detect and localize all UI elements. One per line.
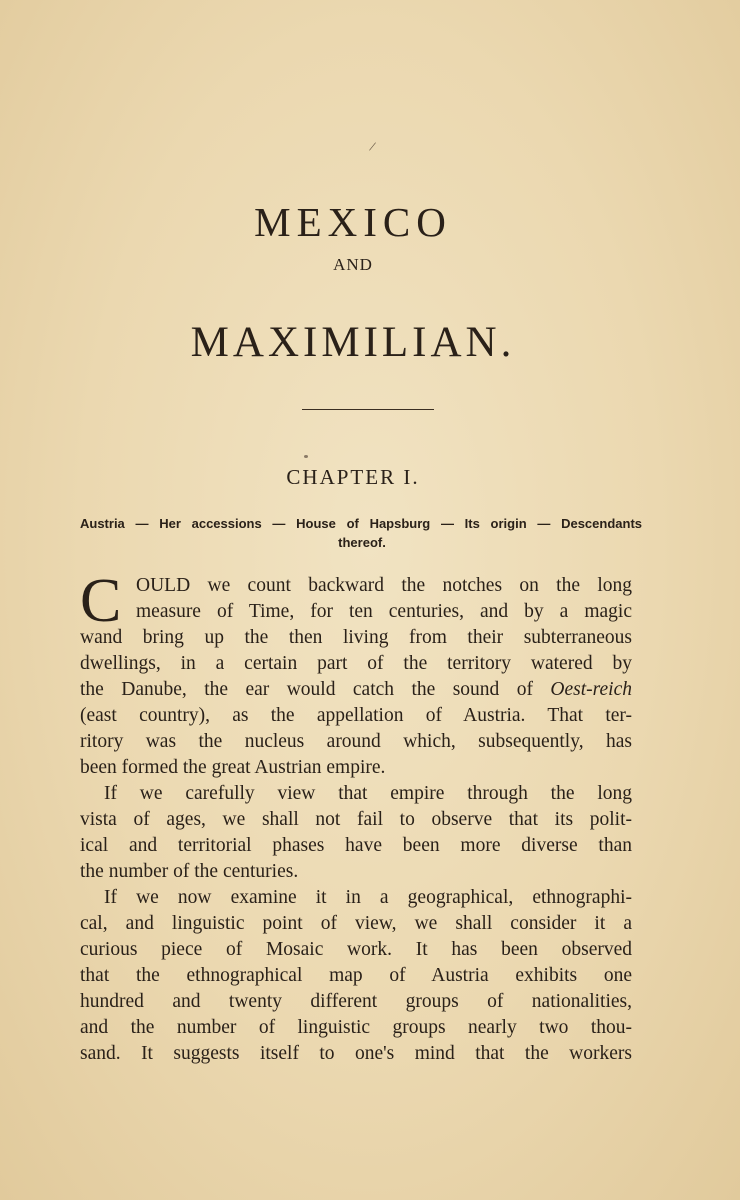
body-line: the number of the centuries. bbox=[80, 861, 299, 882]
body-line: measure of Time, for ten centuries, and by a magic bbox=[136, 601, 632, 622]
body-line-text: the Danube, the ear would catch the sound of bbox=[80, 679, 533, 700]
body-line: curious piece of Mosaic work. It has been observed bbox=[80, 939, 632, 960]
body-line: cal, and linguistic point of view, we shall consider it a bbox=[80, 913, 632, 934]
italic-term: Oest-reich bbox=[550, 679, 632, 700]
body-line: If we now examine it in a geographical, ethnographi- bbox=[104, 887, 632, 908]
drop-cap: C bbox=[80, 567, 122, 635]
body-line: that the ethnographical map of Austria exhibits one bbox=[80, 965, 632, 986]
body-line: been formed the great Austrian empire. bbox=[80, 757, 386, 778]
title-mexico: MEXICO bbox=[254, 199, 452, 245]
body-line: vista of ages, we shall not fail to observe that its polit- bbox=[80, 809, 632, 830]
body-line: and the number of linguistic groups nearly two thou- bbox=[80, 1017, 632, 1038]
body-line: (east country), as the appellation of Austria. That ter- bbox=[80, 705, 632, 726]
title-rule-divider bbox=[302, 409, 434, 410]
body-line: dwellings, in a certain part of the territory watered by bbox=[80, 653, 632, 674]
pencil-mark: / bbox=[367, 139, 377, 156]
body-line: OULD we count backward the notches on the long bbox=[136, 575, 632, 596]
body-line: ical and territorial phases have been more diverse than bbox=[80, 835, 632, 856]
chapter-heading: CHAPTER I. bbox=[286, 465, 420, 489]
chapter-summary-line-1: Austria — Her accessions — House of Hapsburg — Its origin — Descendants bbox=[80, 516, 642, 531]
body-text bbox=[80, 567, 632, 1067]
title-maximilian: MAXIMILIAN. bbox=[190, 319, 516, 366]
chapter-summary-line-2: thereof. bbox=[338, 535, 386, 550]
body-line: hundred and twenty different groups of nationalities, bbox=[80, 991, 632, 1012]
body-line-with-italic bbox=[80, 677, 632, 703]
ornament-dot bbox=[304, 455, 308, 458]
body-line: ritory was the nucleus around which, subsequently, has bbox=[80, 731, 632, 752]
title-and: AND bbox=[333, 255, 373, 274]
body-line: If we carefully view that empire through the long bbox=[104, 783, 632, 804]
body-line: wand bring up the then living from their subterraneous bbox=[80, 627, 632, 648]
body-line: sand. It suggests itself to one's mind that the workers bbox=[80, 1043, 632, 1064]
